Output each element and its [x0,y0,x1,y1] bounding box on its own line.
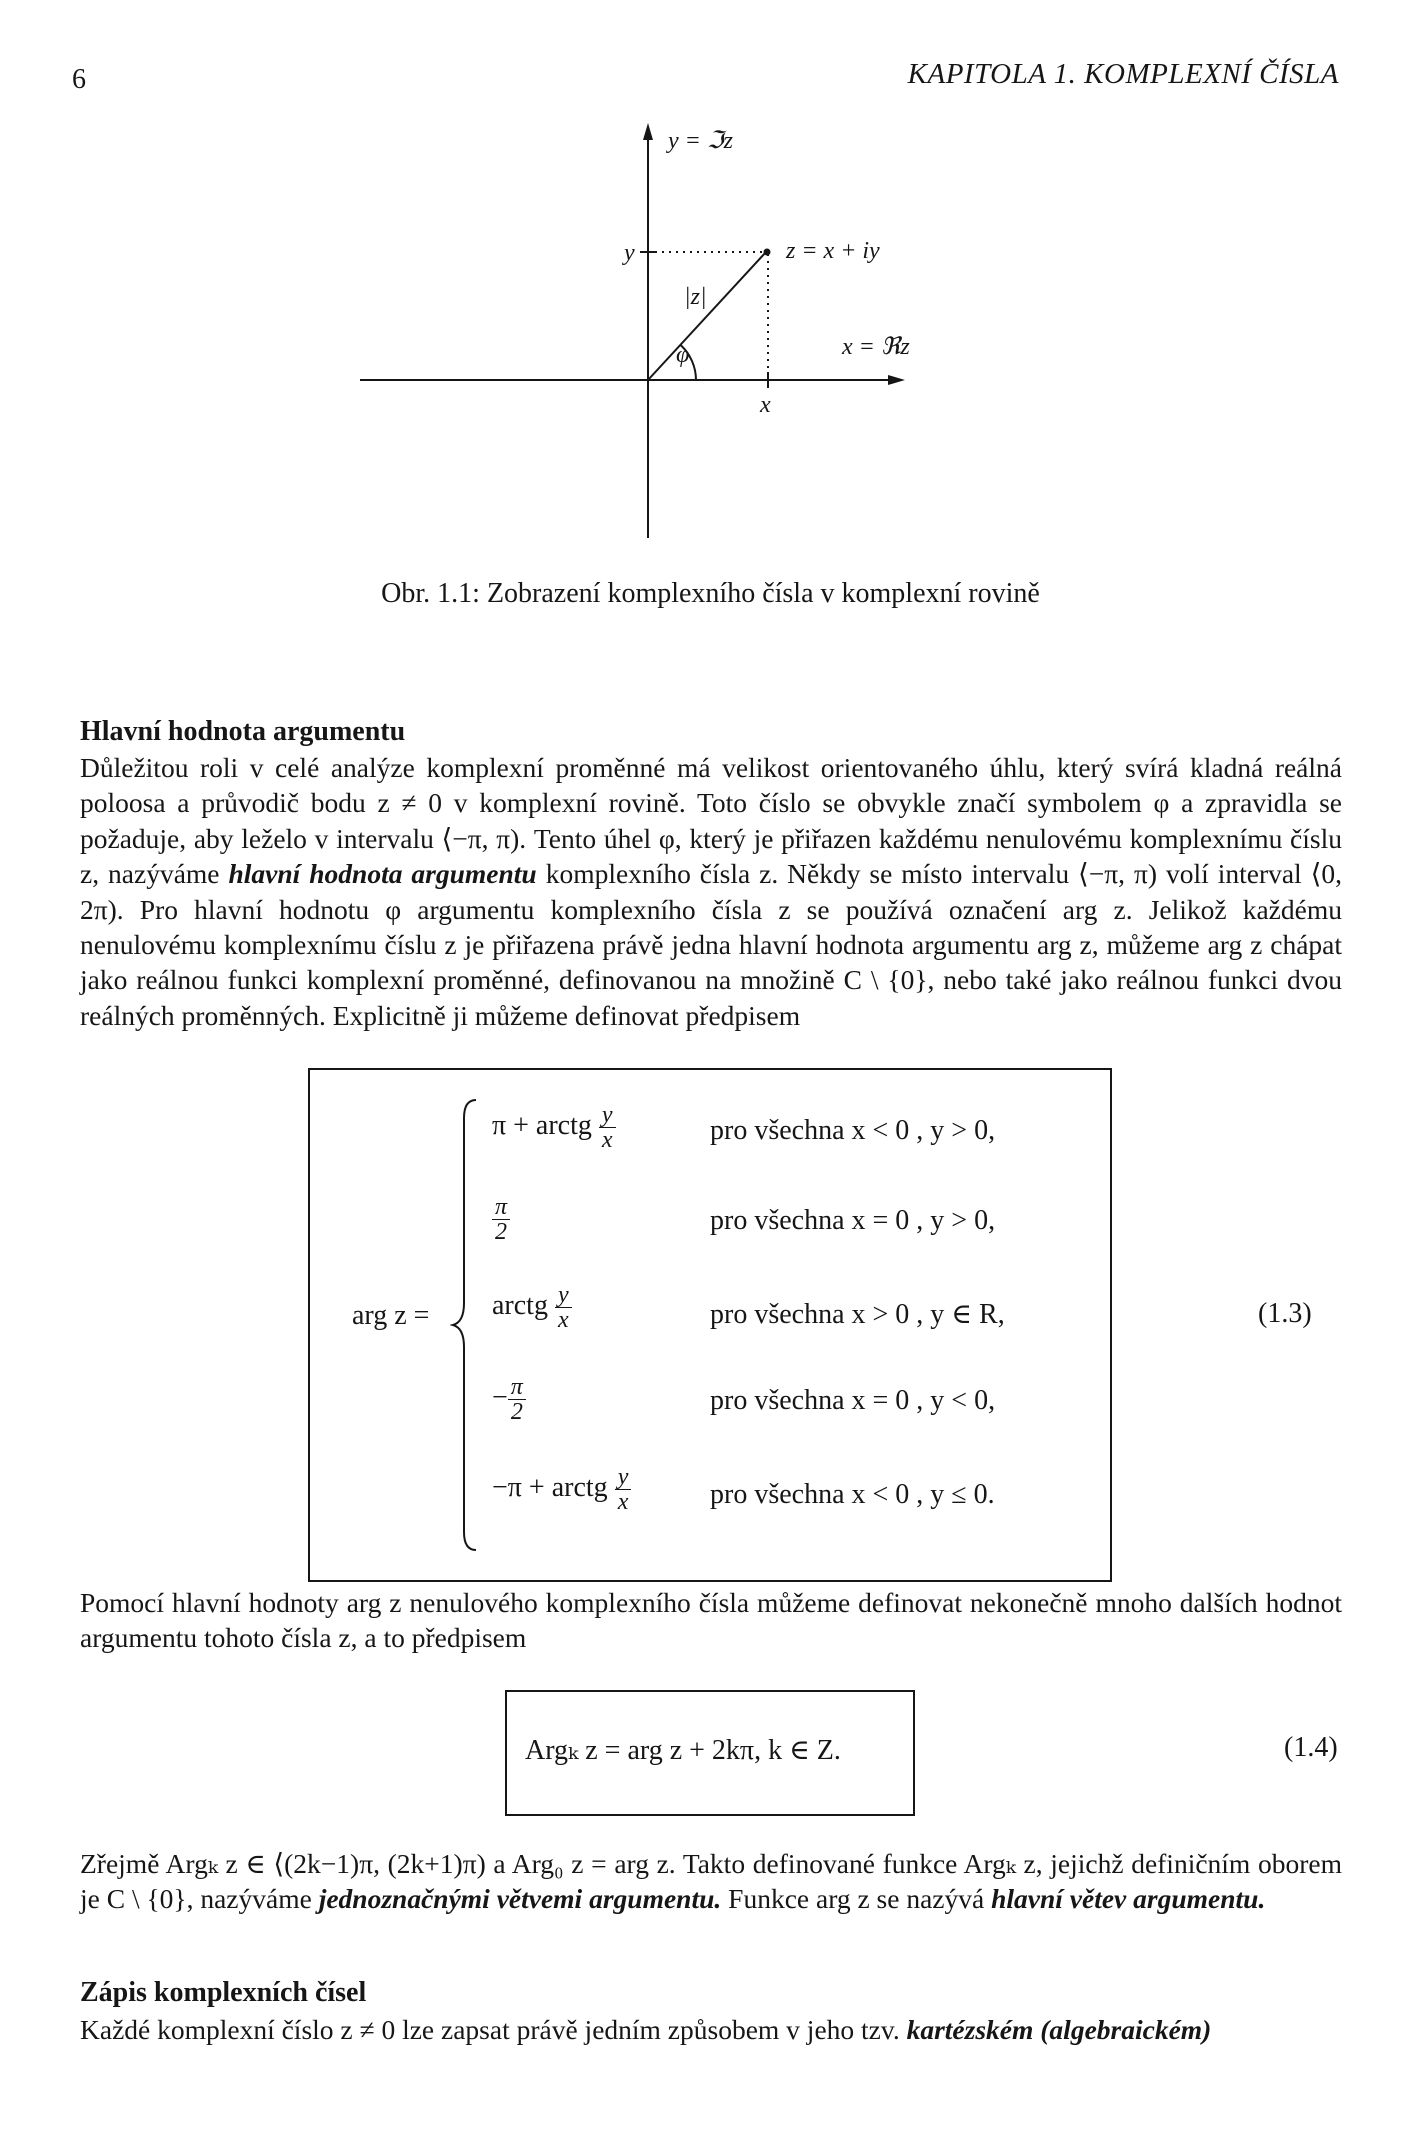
paragraph-argument-branches [80,1846,1342,1917]
point-z [764,249,771,256]
x-tick-label: x [760,392,771,418]
term-principal-argument: hlavní hodnota argumentu [228,858,537,890]
modulus-label: |z| [684,284,707,310]
case-condition: pro všechna x > 0 , y ∈ R, [710,1299,1005,1330]
equation-lhs: arg z = [352,1300,430,1331]
case-expr-prefix: π + arctg [492,1109,592,1141]
equation-number-1-4: (1.4) [1284,1732,1338,1763]
section-heading-principal-argument: Hlavní hodnota argumentu [80,716,406,747]
case-expression [492,1375,526,1424]
fraction-numerator: y [617,1464,629,1490]
case-expression [492,1465,631,1514]
case-expr-prefix: − [492,1381,508,1413]
fraction-denominator: x [599,1127,616,1152]
equation-1-4-content: Argₖ z = arg z + 2kπ, k ∈ Z. [525,1735,841,1766]
fraction-denominator: x [555,1307,572,1332]
case-expression [492,1103,616,1152]
imaginary-axis-arrow [643,123,653,140]
paragraph-text: Každé komplexní číslo z ≠ 0 lze zapsat právě jedním způsobem v jeho tzv. [80,2014,900,2045]
page-number: 6 [72,64,86,95]
case-condition: pro všechna x < 0 , y > 0, [710,1115,996,1146]
fraction-numerator: y [557,1282,569,1308]
paragraph-text-part-2: komplexního čísla z. Někdy se místo intervalu ⟨−π, π) volí interval ⟨0, 2π). Pro hlavní hodnotu φ argumentu komplexního čísla z se používá označení arg z. Jelikož každému nenulovému komplexnímu číslu z je přiřazena právě jedna hlavní hodnota argumentu arg z, můžeme arg z chápat jako reálnou funkci komplexní proměnné, definovanou na množině C \ {0}, nebo také jako reálnou funkci dvou reálných proměnných. Explicitně ji můžeme definovat předpisem [80,858,1343,1031]
angle-label: φ [676,342,690,368]
case-expr-prefix: arctg [492,1289,548,1321]
figure-caption: Obr. 1.1: Zobrazení komplexního čísla v komplexní rovině [381,578,1040,609]
fraction-denominator: x [615,1489,632,1514]
position-vector [648,252,766,380]
paragraph-notation [80,2012,1342,2047]
fraction-numerator: π [510,1374,523,1400]
complex-plane-figure [350,118,970,548]
left-brace [450,1098,480,1552]
paragraph-text-part-1: Zřejmě Argₖ z ∈ ⟨(2k−1)π, (2k+1)π) a Arg₀ z = arg z. Takto definované funkce Argₖ z, jejichž definičním oborem je C \ {0}, nazýváme [80,1848,1342,1915]
real-axis-arrow [888,375,905,385]
fraction-denominator: 2 [492,1219,510,1244]
term-principal-branch: hlavní větev argumentu. [991,1883,1266,1915]
fraction-numerator: y [601,1102,613,1128]
paragraph-further-arguments: Pomocí hlavní hodnoty arg z nenulového komplexního čísla můžeme definovat nekonečně mnoho dalších hodnot argumentu tohoto čísla z, a to předpisem [80,1587,1342,1654]
complex-plane-diagram [350,118,970,548]
case-condition: pro všechna x = 0 , y > 0, [710,1205,996,1236]
case-expression [492,1195,510,1244]
paragraph-text-part-1: Důležitou roli v celé analýze komplexní proměnné má velikost orientovaného úhlu, který svírá kladná reálná poloosa a průvodič bodu z ≠ 0 v komplexní rovině. Toto číslo se obvykle značí symbolem φ a zpravidla se požaduje, aby leželo v intervalu ⟨−π, π). Tento úhel φ, který je přiřazen každému nenulovému komplexnímu číslu z, nazýváme [80,752,1342,890]
case-condition: pro všechna x = 0 , y < 0, [710,1385,996,1416]
running-head: KAPITOLA 1. KOMPLEXNÍ ČÍSLA [907,58,1339,90]
paragraph-principal-argument [80,750,1342,1033]
term-single-valued-branches: jednoznačnými větvemi argumentu. [318,1883,722,1915]
section-heading-notation: Zápis komplexních čísel [80,1977,367,2008]
case-expr-prefix: −π + arctg [492,1471,608,1503]
case-expression [492,1283,572,1332]
paragraph-text-part-2: Funkce arg z se nazývá [728,1883,985,1915]
y-tick-label: y [624,240,635,266]
point-label: z = x + iy [786,238,880,264]
term-cartesian-form: kartézském (algebraickém) [906,2014,1212,2045]
equation-number-1-3: (1.3) [1258,1298,1312,1329]
fraction-numerator: π [495,1194,508,1220]
y-axis-label: y = ℑz [668,128,733,154]
x-axis-label: x = ℜz [842,334,910,360]
case-condition: pro všechna x < 0 , y ≤ 0. [710,1479,995,1510]
fraction-denominator: 2 [508,1399,526,1424]
